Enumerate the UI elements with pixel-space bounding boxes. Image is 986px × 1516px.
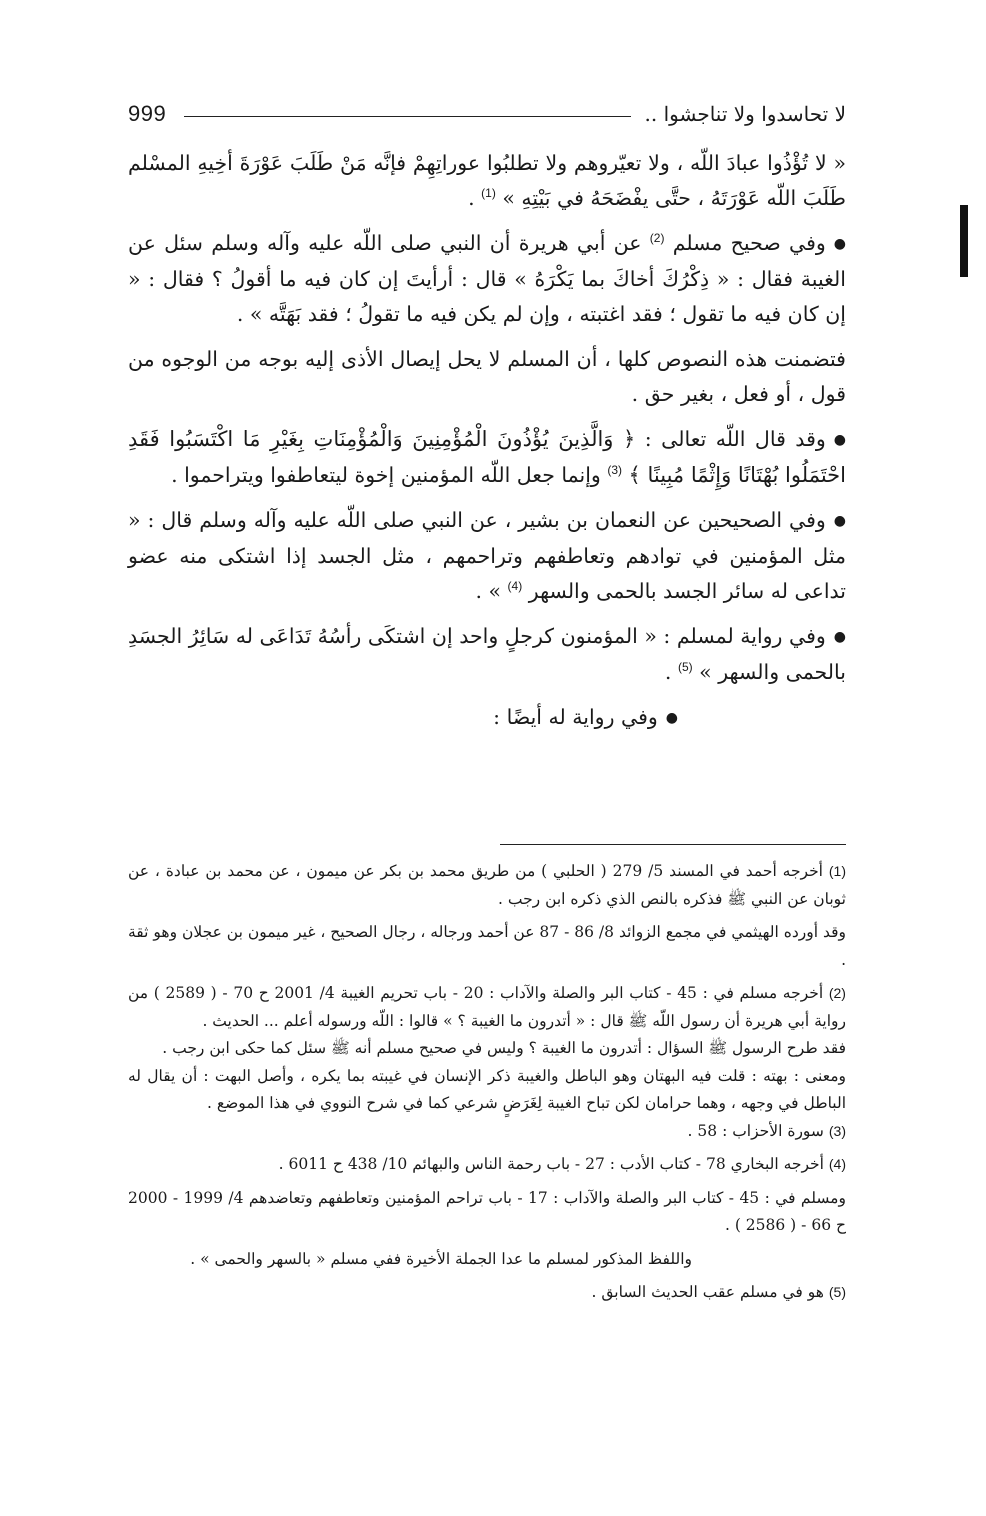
footnote-3: (3) bbox=[828, 1122, 846, 1139]
main-text bbox=[128, 146, 846, 746]
paragraph-3: فتضمنت هذه النصوص كلها ، أن المسلم لا يحل إيصال الأذى إليه بوجه من الوجوه من قول ، أو فعل ، بغير حق . bbox=[128, 347, 846, 406]
paragraph-5: ●وفي الصحيحين عن النعمان بن بشير ، عن النبي صلى اللّه عليه وآله وسلم قال : « مثل المؤمنين في توادهم وتعاطفهم وتراحمهم ، مثل الجسد إذا اشتكى منه عضو تداعى له سائر الجسد بالحمى والسهر $^{(4)}$ » . bbox=[128, 503, 846, 609]
header-rule bbox=[184, 116, 630, 117]
footnote-ref[interactable]: (5) bbox=[677, 660, 693, 675]
footnote-5: (5) هو في مسلم عقب الحديث السابق . bbox=[591, 1283, 846, 1301]
bullet-icon: ● bbox=[833, 432, 846, 448]
page-number: 999 bbox=[128, 101, 167, 126]
footnote-1: (1) أخرجه أحمد في المسند 5/ 279 ( الحلبي ) من طريق محمد بن بكر عن ميمون ، عن محمد بن عبادة ، عن ثوبان عن النبي ﷺ فذكره بالنص الذي ذكره ابن رجب . bbox=[128, 862, 846, 908]
paragraph-1: « لا تُؤْذُوا عبادَ اللّه ، ولا تعيّروهم ولا تطلبُوا عوراتِهِمْ فإنَّه مَنْ طَلَبَ عَوْرَةَ أخِيهِ المسْلم طَلَبَ اللّه عَوْرَتَهُ ، حتَّى يفْضَحَهُ في بَيْتِهِ » $^{(1)}$ . bbox=[128, 151, 846, 210]
footnotes bbox=[128, 858, 846, 1313]
footnote-separator bbox=[500, 844, 846, 845]
paragraph-4: ●وقد قال اللّه تعالى : ﴿ وَالَّذِينَ يُؤْذُونَ الْمُؤْمِنِينَ وَالْمُؤْمِنَاتِ بِغَيْرِ مَا اكْتَسَبُوا فَقَدِ احْتَمَلُوا بُهْتَانًا وَإِثْمًا مُبِينًا ﴾ $^{(3)}$ وإنما جعل اللّه المؤمنين إخوة ليتعاطفوا ويتراحموا . bbox=[128, 422, 846, 493]
bullet-icon: ● bbox=[665, 710, 678, 726]
running-header bbox=[128, 96, 846, 132]
footnote-ref[interactable]: (4) bbox=[507, 579, 523, 594]
hadith-quote: « لا تُؤْذُوا عبادَ اللّه ، ولا تعيّروهم ولا تطلبُوا عوراتِهِمْ فإنَّه مَنْ طَلَبَ عَوْرَةَ أخِيهِ المسْلم طَلَبَ اللّه عَوْرَتَهُ ، حتَّى يفْضَحَهُ في بَيْتِهِ » bbox=[128, 151, 846, 210]
footnote-4-cont: ومسلم في : 45 - كتاب البر والصلة والآداب : 17 - باب تراحم المؤمنين وتعاطفهم وتعاضدهم 4/ 1999 - 2000 ح 66 - ( 2586 ) . bbox=[128, 1188, 846, 1234]
paragraph-7: ●وفي رواية له أيضًا : bbox=[128, 700, 846, 736]
footnote-4-note: واللفظ المذكور لمسلم ما عدا الجملة الأخيرة ففي مسلم « بالسهر والحمى » . bbox=[190, 1249, 692, 1268]
chapter-title: لا تحاسدوا ولا تناجشوا .. bbox=[644, 102, 846, 126]
footnote-1-cont: وقد أورده الهيثمي في مجمع الزوائد 8/ 86 - 87 عن أحمد ورجاله ، رجال الصحيح ، غير ميمون بن عجلان وهو ثقة . bbox=[128, 923, 846, 969]
bullet-icon: ● bbox=[833, 513, 846, 529]
paragraph-6: ●وفي رواية لمسلم : « المؤمنون كرجلٍ واحد إن اشتكَى رأسُهُ تَدَاعَى له سَائِرُ الجسَدِ بالحمى والسهر » $^{(5)}$ . bbox=[128, 619, 846, 690]
margin-marker bbox=[960, 205, 968, 277]
footnote-4: (4) أخرجه البخاري 78 - كتاب الأدب : 27 - باب رحمة الناس والبهائم 10/ 438 ح 6011 . bbox=[278, 1155, 846, 1173]
footnote-ref[interactable]: (3) bbox=[607, 463, 622, 478]
paragraph-2: ●وفي صحيح مسلم $^{(2)}$ عن أبي هريرة أن النبي صلى اللّه عليه وآله وسلم سئل عن الغيبة فقال : « ذِكْرُكَ أخاكَ بما يَكْرَهُ » قال : أرأيتَ إن كان فيه ما أقولُ ؟ فقال : « إن كان فيه ما تقول ؛ فقد اغتبته ، وإن لم يكن فيه ما تقولُ ؛ فقد بَهَتَّه » . bbox=[128, 226, 846, 332]
footnote-ref[interactable]: (2) bbox=[649, 231, 665, 246]
footnote-2: (2) أخرجه مسلم في : 45 - كتاب البر والصلة والآداب : 20 - باب تحريم الغيبة 4/ 2001 ح 70 - ( 2589 ) من رواية أبي هريرة أن رسول اللّه ﷺ قال : « أتدرون ما الغيبة ؟ » قالوا : اللّه ورسوله أعلم ... الحديث . فقد طرح الرسول ﷺ السؤال : أتدرون ما الغيبة ؟ وليس في صحيح مسلم أنه ﷺ سئل كما حكى ابن رجب . ومعنى : بهته : قلت فيه البهتان وهو الباطل والغيبة ذكر الإنسان في غيبته بما يكره ، وأصل البهت : أن يقال له الباطل في وجهه ، وهما حرامان لكن تباح الغيبة لِغَرَضٍ شرعي كما في شرح النووي في هذا الموضع . (3) سورة الأحزاب : 58 . bbox=[128, 984, 846, 1140]
bullet-icon: ● bbox=[833, 629, 846, 645]
quran-verse: ﴿ وَالَّذِينَ يُؤْذُونَ الْمُؤْمِنِينَ وَالْمُؤْمِنَاتِ بِغَيْرِ مَا اكْتَسَبُوا فَقَدِ احْتَمَلُوا بُهْتَانًا وَإِثْمًا مُبِينًا ﴾ bbox=[128, 427, 846, 487]
footnote-ref[interactable]: (1) bbox=[481, 186, 496, 201]
bullet-icon: ● bbox=[833, 236, 846, 252]
